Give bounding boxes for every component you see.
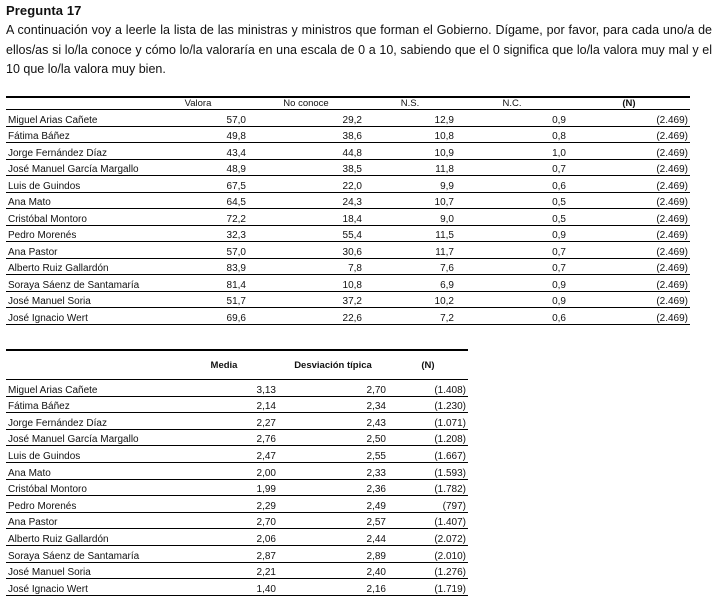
n-cell: (2.469) <box>568 209 690 226</box>
table-row <box>6 429 468 446</box>
desviacion-cell: 2,43 <box>278 413 388 430</box>
no-conoce-cell: 44,8 <box>248 143 364 160</box>
header-no-conoce: No conoce <box>248 97 364 110</box>
header-nc: N.C. <box>456 97 568 110</box>
header-valora: Valora <box>148 97 248 110</box>
rating-table <box>6 349 468 596</box>
n-cell: (797) <box>388 496 468 513</box>
media-cell: 2,00 <box>170 462 278 479</box>
minister-name: José Manuel García Margallo <box>6 159 148 176</box>
desviacion-cell: 2,57 <box>278 512 388 529</box>
table-row <box>6 291 690 308</box>
minister-name: Pedro Morenés <box>6 496 170 513</box>
media-cell: 2,14 <box>170 396 278 413</box>
desviacion-cell: 2,49 <box>278 496 388 513</box>
header-n: (N) <box>568 97 690 110</box>
media-cell: 1,40 <box>170 579 278 596</box>
minister-name: Miguel Arias Cañete <box>6 380 170 397</box>
media-cell: 2,47 <box>170 446 278 463</box>
desviacion-cell: 2,44 <box>278 529 388 546</box>
minister-name: Jorge Fernández Díaz <box>6 143 148 160</box>
ns-cell: 6,9 <box>364 275 456 292</box>
table-row <box>6 446 468 463</box>
desviacion-cell: 2,89 <box>278 545 388 562</box>
table-row <box>6 462 468 479</box>
nc-cell: 0,8 <box>456 126 568 143</box>
ns-cell: 7,2 <box>364 308 456 325</box>
ns-cell: 7,6 <box>364 258 456 275</box>
desviacion-cell: 2,33 <box>278 462 388 479</box>
desviacion-cell: 2,16 <box>278 579 388 596</box>
no-conoce-cell: 22,0 <box>248 176 364 193</box>
n-cell: (2.469) <box>568 225 690 242</box>
nc-cell: 0,7 <box>456 258 568 275</box>
minister-name: Soraya Sáenz de Santamaría <box>6 545 170 562</box>
media-cell: 3,13 <box>170 380 278 397</box>
nc-cell: 0,9 <box>456 275 568 292</box>
ns-cell: 10,9 <box>364 143 456 160</box>
no-conoce-cell: 38,6 <box>248 126 364 143</box>
ns-cell: 11,5 <box>364 225 456 242</box>
minister-name: Ana Mato <box>6 192 148 209</box>
desviacion-cell: 2,70 <box>278 380 388 397</box>
n-cell: (2.469) <box>568 126 690 143</box>
no-conoce-cell: 10,8 <box>248 275 364 292</box>
media-cell: 2,87 <box>170 545 278 562</box>
header-ns: N.S. <box>364 97 456 110</box>
header-n: (N) <box>388 350 468 380</box>
table-row <box>6 275 690 292</box>
valora-cell: 69,6 <box>148 308 248 325</box>
n-cell: (1.407) <box>388 512 468 529</box>
n-cell: (2.469) <box>568 275 690 292</box>
desviacion-cell: 2,40 <box>278 562 388 579</box>
nc-cell: 0,9 <box>456 225 568 242</box>
n-cell: (2.469) <box>568 291 690 308</box>
table-row <box>6 308 690 325</box>
minister-name: Fátima Báñez <box>6 396 170 413</box>
minister-name: Ana Pastor <box>6 242 148 259</box>
n-cell: (1.230) <box>388 396 468 413</box>
n-cell: (1.071) <box>388 413 468 430</box>
n-cell: (1.276) <box>388 562 468 579</box>
minister-name: Soraya Sáenz de Santamaría <box>6 275 148 292</box>
valora-cell: 49,8 <box>148 126 248 143</box>
media-cell: 2,06 <box>170 529 278 546</box>
minister-name: Luis de Guindos <box>6 176 148 193</box>
nc-cell: 0,5 <box>456 209 568 226</box>
ns-cell: 11,7 <box>364 242 456 259</box>
desviacion-cell: 2,36 <box>278 479 388 496</box>
n-cell: (2.469) <box>568 143 690 160</box>
table-row <box>6 413 468 430</box>
table-row <box>6 512 468 529</box>
valora-cell: 81,4 <box>148 275 248 292</box>
header-name <box>6 97 148 110</box>
minister-name: Jorge Fernández Díaz <box>6 413 170 430</box>
valora-cell: 57,0 <box>148 242 248 259</box>
nc-cell: 1,0 <box>456 143 568 160</box>
table-row <box>6 126 690 143</box>
table-row <box>6 159 690 176</box>
table-row <box>6 110 690 127</box>
table-header-row <box>6 97 690 110</box>
valora-cell: 43,4 <box>148 143 248 160</box>
table-row <box>6 192 690 209</box>
media-cell: 2,29 <box>170 496 278 513</box>
header-desviacion: Desviación típica <box>278 350 388 380</box>
table-row <box>6 529 468 546</box>
minister-name: José Manuel Soria <box>6 562 170 579</box>
n-cell: (2.469) <box>568 176 690 193</box>
no-conoce-cell: 38,5 <box>248 159 364 176</box>
minister-name: Pedro Morenés <box>6 225 148 242</box>
question-title: Pregunta 17 <box>6 3 82 18</box>
n-cell: (2.072) <box>388 529 468 546</box>
minister-name: Cristóbal Montoro <box>6 479 170 496</box>
media-cell: 2,76 <box>170 429 278 446</box>
minister-name: José Manuel García Margallo <box>6 429 170 446</box>
table-row <box>6 242 690 259</box>
no-conoce-cell: 29,2 <box>248 110 364 127</box>
no-conoce-cell: 22,6 <box>248 308 364 325</box>
minister-name: Cristóbal Montoro <box>6 209 148 226</box>
valora-cell: 67,5 <box>148 176 248 193</box>
no-conoce-cell: 30,6 <box>248 242 364 259</box>
minister-name: José Ignacio Wert <box>6 579 170 596</box>
minister-name: Alberto Ruiz Gallardón <box>6 529 170 546</box>
table-row <box>6 479 468 496</box>
n-cell: (2.469) <box>568 242 690 259</box>
valora-cell: 64,5 <box>148 192 248 209</box>
no-conoce-cell: 55,4 <box>248 225 364 242</box>
table-row <box>6 209 690 226</box>
minister-name: Miguel Arias Cañete <box>6 110 148 127</box>
n-cell: (1.782) <box>388 479 468 496</box>
table-row <box>6 380 468 397</box>
media-cell: 2,70 <box>170 512 278 529</box>
ns-cell: 10,8 <box>364 126 456 143</box>
header-name <box>6 350 170 380</box>
desviacion-cell: 2,34 <box>278 396 388 413</box>
n-cell: (2.010) <box>388 545 468 562</box>
nc-cell: 0,5 <box>456 192 568 209</box>
valora-cell: 57,0 <box>148 110 248 127</box>
table-row <box>6 225 690 242</box>
table-row <box>6 396 468 413</box>
nc-cell: 0,7 <box>456 242 568 259</box>
nc-cell: 0,9 <box>456 110 568 127</box>
desviacion-cell: 2,50 <box>278 429 388 446</box>
table-row <box>6 579 468 596</box>
minister-name: Alberto Ruiz Gallardón <box>6 258 148 275</box>
media-cell: 2,21 <box>170 562 278 579</box>
table-row <box>6 562 468 579</box>
no-conoce-cell: 7,8 <box>248 258 364 275</box>
n-cell: (1.667) <box>388 446 468 463</box>
nc-cell: 0,6 <box>456 308 568 325</box>
minister-name: José Manuel Soria <box>6 291 148 308</box>
valora-cell: 32,3 <box>148 225 248 242</box>
ns-cell: 9,0 <box>364 209 456 226</box>
no-conoce-cell: 24,3 <box>248 192 364 209</box>
valora-cell: 83,9 <box>148 258 248 275</box>
table-row <box>6 545 468 562</box>
n-cell: (2.469) <box>568 308 690 325</box>
n-cell: (2.469) <box>568 110 690 127</box>
valora-cell: 48,9 <box>148 159 248 176</box>
n-cell: (2.469) <box>568 258 690 275</box>
table-row <box>6 258 690 275</box>
media-cell: 2,27 <box>170 413 278 430</box>
nc-cell: 0,6 <box>456 176 568 193</box>
ns-cell: 10,2 <box>364 291 456 308</box>
n-cell: (1.593) <box>388 462 468 479</box>
minister-name: Ana Mato <box>6 462 170 479</box>
nc-cell: 0,9 <box>456 291 568 308</box>
knowledge-table <box>6 96 690 325</box>
n-cell: (1.719) <box>388 579 468 596</box>
ns-cell: 9,9 <box>364 176 456 193</box>
table-row <box>6 143 690 160</box>
header-media: Media <box>170 350 278 380</box>
table-row <box>6 176 690 193</box>
minister-name: Luis de Guindos <box>6 446 170 463</box>
no-conoce-cell: 18,4 <box>248 209 364 226</box>
valora-cell: 72,2 <box>148 209 248 226</box>
nc-cell: 0,7 <box>456 159 568 176</box>
n-cell: (1.208) <box>388 429 468 446</box>
media-cell: 1,99 <box>170 479 278 496</box>
no-conoce-cell: 37,2 <box>248 291 364 308</box>
minister-name: José Ignacio Wert <box>6 308 148 325</box>
table-header-row <box>6 350 468 380</box>
n-cell: (1.408) <box>388 380 468 397</box>
minister-name: Fátima Báñez <box>6 126 148 143</box>
ns-cell: 10,7 <box>364 192 456 209</box>
table-row <box>6 496 468 513</box>
n-cell: (2.469) <box>568 159 690 176</box>
ns-cell: 12,9 <box>364 110 456 127</box>
minister-name: Ana Pastor <box>6 512 170 529</box>
desviacion-cell: 2,55 <box>278 446 388 463</box>
ns-cell: 11,8 <box>364 159 456 176</box>
question-text: A continuación voy a leerle la lista de las ministras y ministros que forman el Gobierno. Dígame, por favor, para cada uno/a de ellos/as si lo/la conoce y cómo lo/la valoraría en una escala de 0 a 10, sabiendo que el 0 significa que lo/la valora muy mal y el 10 que lo/la valora muy bien. <box>6 23 712 76</box>
valora-cell: 51,7 <box>148 291 248 308</box>
n-cell: (2.469) <box>568 192 690 209</box>
